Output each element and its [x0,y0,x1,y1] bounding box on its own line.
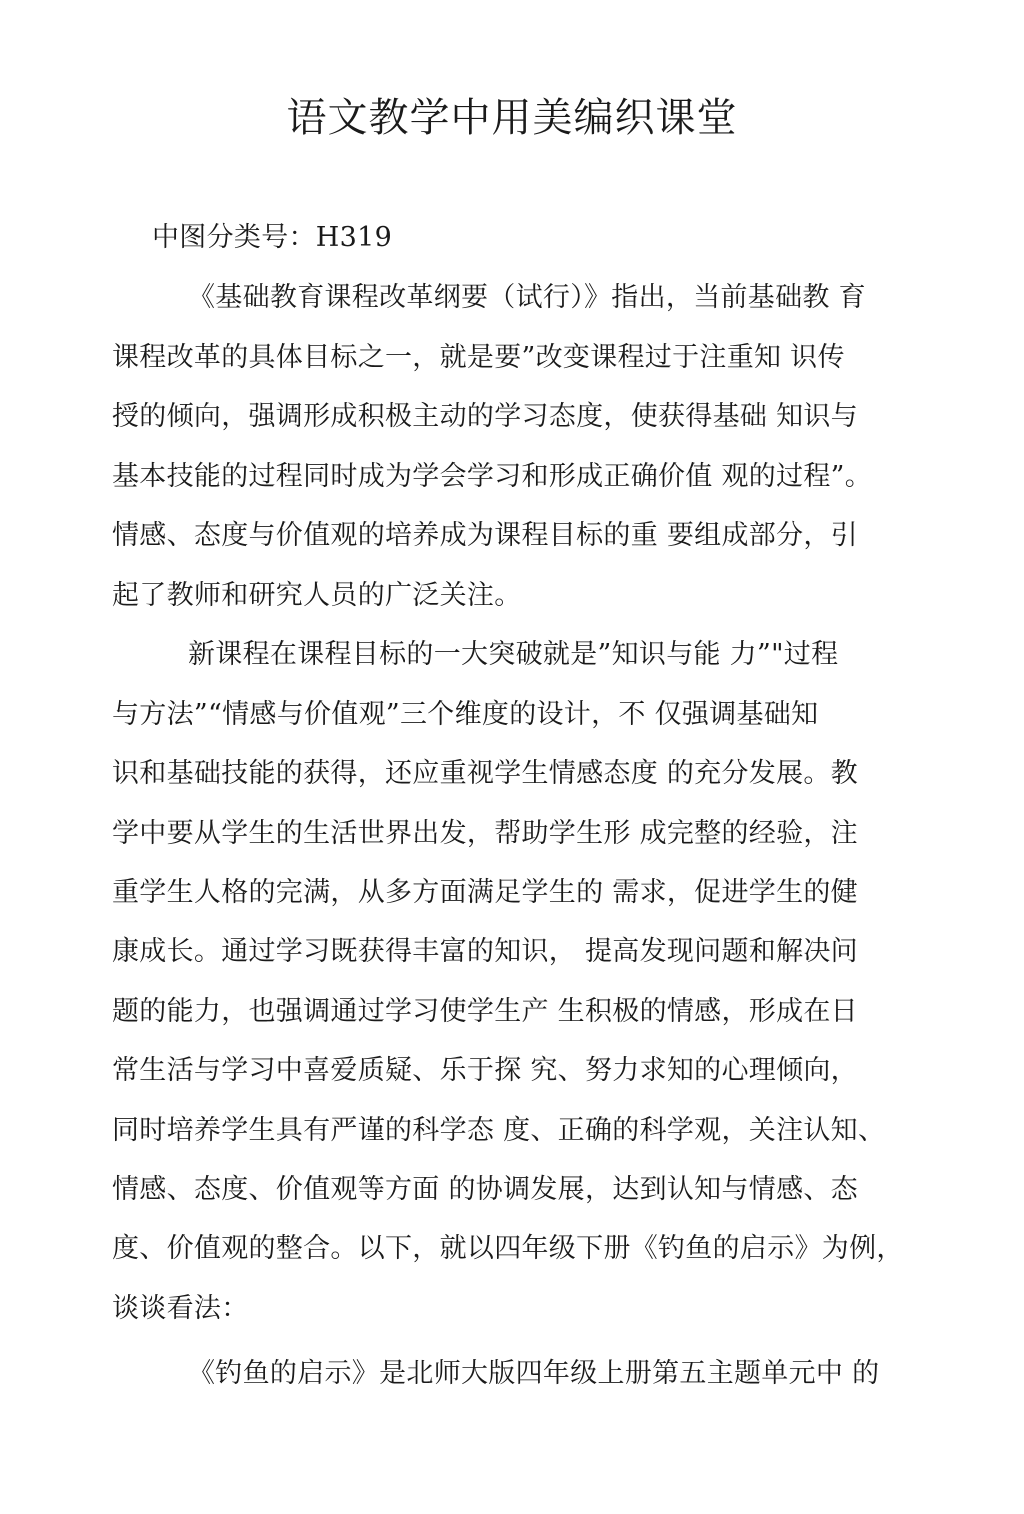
paragraph-line: 度、价值观的整合。以下，就以四年级下册《钓鱼的启示》为例， [112,1233,904,1264]
paragraph-line: 起了教师和研究人员的广泛关注。 [112,580,522,611]
paragraph-line: 题的能力，也强调通过学习使学生产 生积极的情感，形成在日 [112,996,858,1027]
paragraph-line: 识和基础技能的获得，还应重视学生情感态度 的充分发展。教 [112,758,858,789]
paragraph-line: 新课程在课程目标的一大突破就是”知识与能 力”"过程 [188,639,839,670]
paragraph-line: 《钓鱼的启示》是北师大版四年级上册第五主题单元中 的 [188,1358,880,1389]
paragraph-line: 与方法”“情感与价值观”三个维度的设计，不 仅强调基础知 [112,699,819,730]
paragraph-line: 谈谈看法： [112,1293,249,1324]
paragraph-line: 《基础教育课程改革纲要（试行）》指出，当前基础教 育 [188,282,866,313]
paragraph-line: 授的倾向，强调形成积极主动的学习态度，使获得基础 知识与 [112,401,858,432]
paragraph-line: 基本技能的过程同时成为学会学习和形成正确价值 观的过程”。 [112,461,873,492]
paragraph-line: 常生活与学习中喜爱质疑、乐于探 究、努力求知的心理倾向， [112,1055,858,1086]
paragraph-line: 情感、态度与价值观的培养成为课程目标的重 要组成部分，引 [112,520,858,551]
classification-number: 中图分类号：H319 [152,222,393,253]
paragraph-line: 康成长。通过学习既获得丰富的知识， 提高发现问题和解决问 [112,936,858,967]
paragraph-line: 重学生人格的完满，从多方面满足学生的 需求，促进学生的健 [112,877,858,908]
paragraph-line: 学中要从学生的生活世界出发，帮助学生形 成完整的经验，注 [112,818,858,849]
paragraph-line: 同时培养学生具有严谨的科学态 度、正确的科学观，关注认知、 [112,1115,886,1146]
paragraph-line: 课程改革的具体目标之一，就是要”改变课程过于注重知 识传 [112,342,845,373]
document-title: 语文教学中用美编织课堂 [286,95,738,141]
paragraph-line: 情感、态度、价值观等方面 的协调发展，达到认知与情感、态 [112,1174,858,1205]
